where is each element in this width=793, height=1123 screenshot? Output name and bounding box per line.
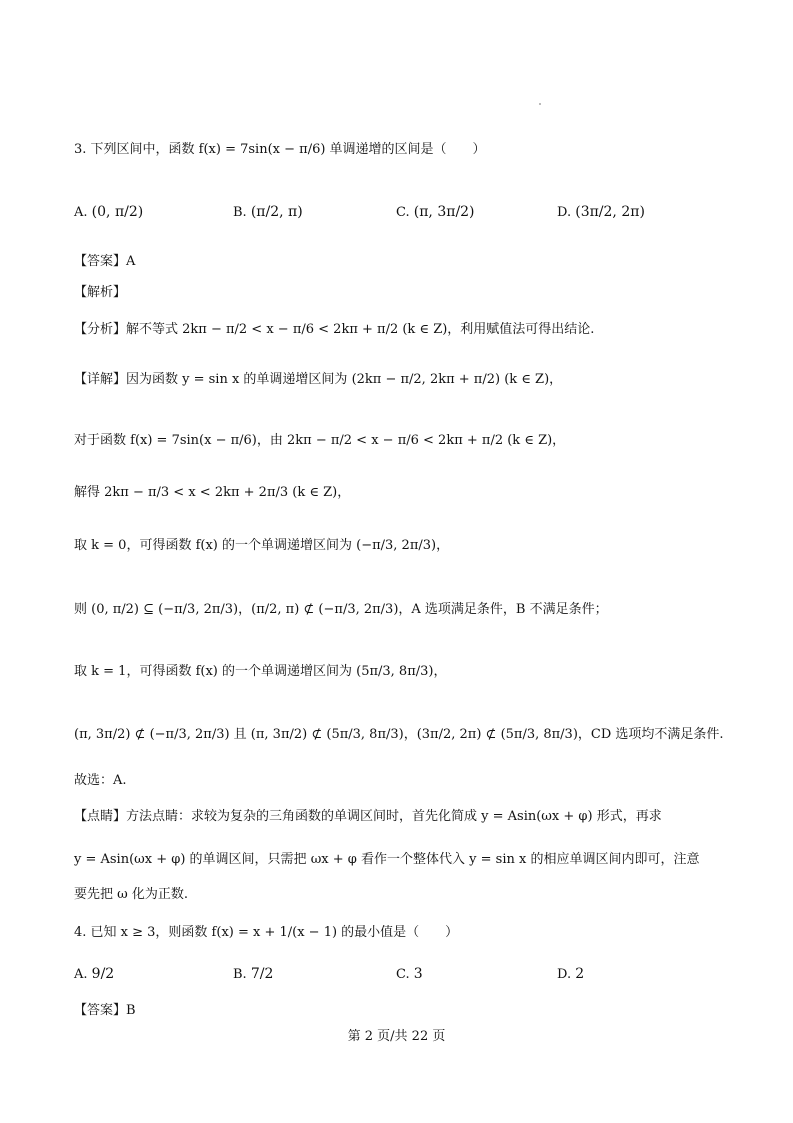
option-text: (0, π/2) <box>91 204 144 220</box>
option-text: 7/2 <box>250 966 274 982</box>
option-text: (π, 3π/2) <box>413 204 475 220</box>
option-text: 9/2 <box>91 966 115 982</box>
q3-xiangjie: 【详解】因为函数 y = sin x 的单调递增区间为 (2kπ − π/2, 2kπ + π/2) (k ∈ Z)， <box>74 372 563 387</box>
q3-dianjing: y = Asin(ωx + φ) 的单调区间，只需把 ωx + φ 看作一个整体代入 y = sin x 的相应单调区间内即可，注意 <box>74 852 700 867</box>
q3-option-c <box>396 204 475 220</box>
scan-dot <box>539 103 541 105</box>
q3-solution-line: (π, 3π/2) ⊄ (−π/3, 2π/3) 且 (π, 3π/2) ⊄ (5π/3, 8π/3)，(3π/2, 2π) ⊄ (5π/3, 8π/3)，CD 选项均不满足条件. <box>74 727 724 742</box>
option-text: (π/2, π) <box>250 204 303 220</box>
q3-option-a <box>74 204 143 220</box>
q4-option-a <box>74 966 114 982</box>
q3-option-b <box>233 204 303 220</box>
option-label: D. <box>557 205 572 220</box>
q3-conclusion: 故选：A. <box>74 773 127 788</box>
option-text: 3 <box>413 966 423 982</box>
option-text: (3π/2, 2π) <box>575 204 645 220</box>
q3-solution-line: 解得 2kπ − π/3 < x < 2kπ + 2π/3 (k ∈ Z)， <box>74 485 351 500</box>
option-label: A. <box>74 205 88 220</box>
option-label: A. <box>74 967 88 982</box>
q3-analysis-tag: 【解析】 <box>74 285 127 300</box>
q3-dianjing: 要先把 ω 化为正数. <box>74 887 188 902</box>
q3-fenxi: 【分析】解不等式 2kπ − π/2 < x − π/6 < 2kπ + π/2 (k ∈ Z)，利用赋值法可得出结论. <box>74 322 595 337</box>
q4-option-c <box>396 966 423 982</box>
option-label: C. <box>396 967 410 982</box>
q4-option-d <box>557 966 584 982</box>
q3-solution-line: 则 (0, π/2) ⊆ (−π/3, 2π/3)，(π/2, π) ⊄ (−π/3, 2π/3)，A 选项满足条件，B 不满足条件； <box>74 602 608 617</box>
q4-option-b <box>233 966 273 982</box>
q3-solution-line: 取 k = 1，可得函数 f(x) 的一个单调递增区间为 (5π/3, 8π/3)， <box>74 664 447 679</box>
option-label: C. <box>396 205 410 220</box>
option-label: B. <box>233 967 247 982</box>
q4-stem: 4. 已知 x ≥ 3，则函数 f(x) = x + 1/(x − 1) 的最小值是（ ） <box>74 925 459 940</box>
q3-answer: 【答案】A <box>74 254 136 269</box>
option-label: B. <box>233 205 247 220</box>
q3-solution-line: 对于函数 f(x) = 7sin(x − π/6)，由 2kπ − π/2 < x − π/6 < 2kπ + π/2 (k ∈ Z)， <box>74 433 566 448</box>
q3-option-d <box>557 204 645 220</box>
q3-dianjing: 【点睛】方法点睛：求较为复杂的三角函数的单调区间时，首先化简成 y = Asin(ωx + φ) 形式，再求 <box>74 809 662 824</box>
option-text: 2 <box>575 966 585 982</box>
q3-solution-line: 取 k = 0，可得函数 f(x) 的一个单调递增区间为 (−π/3, 2π/3)， <box>74 538 450 553</box>
q4-answer: 【答案】B <box>74 1003 136 1018</box>
option-label: D. <box>557 967 572 982</box>
page-footer: 第 2 页/共 22 页 <box>347 1029 446 1044</box>
q3-stem: 3. 下列区间中，函数 f(x) = 7sin(x − π/6) 单调递增的区间是（ ） <box>74 142 486 157</box>
